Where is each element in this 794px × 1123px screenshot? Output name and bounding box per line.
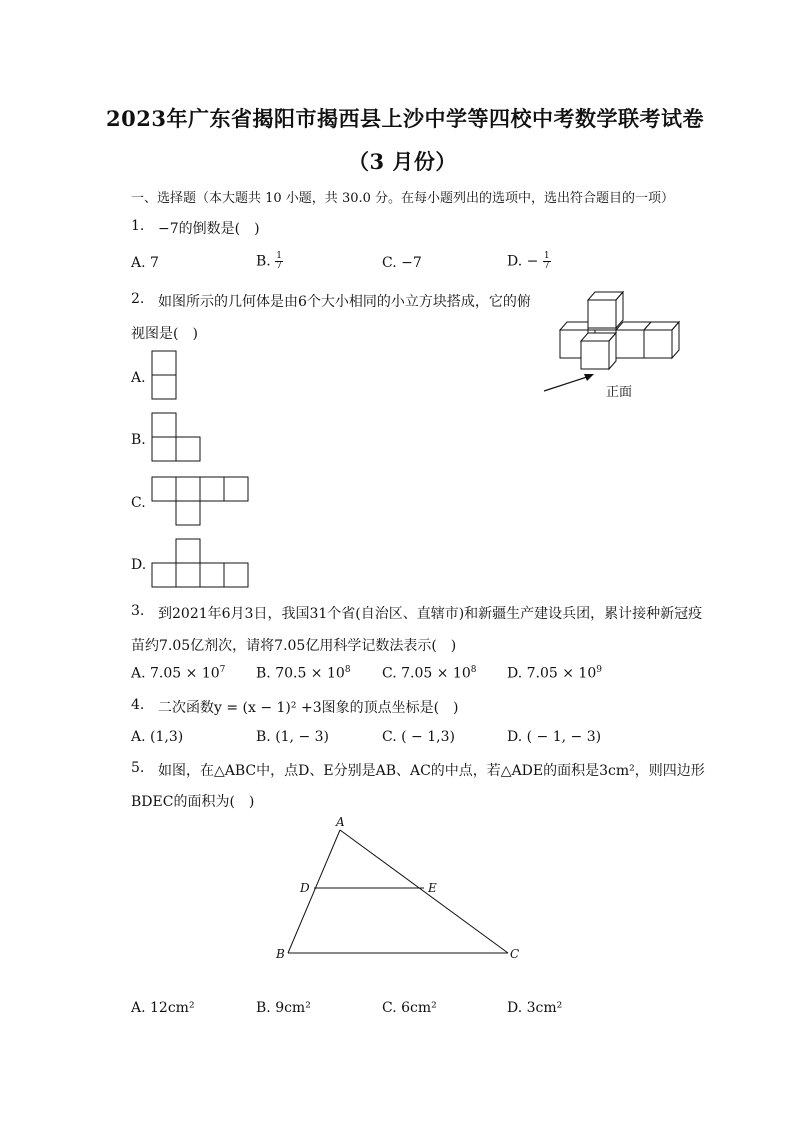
question-number: 4. (131, 697, 145, 713)
option-c[interactable]: C. −7 (382, 255, 422, 271)
question-number: 2. (131, 291, 145, 307)
option-c-figure[interactable] (151, 476, 251, 526)
option-c[interactable]: C. ( − 1,3) (382, 729, 455, 745)
question-text-line2: BDEC的面积为( ) (131, 794, 255, 810)
question-text-line2: 苗约7.05亿剂次，请将7.05亿用科学记数法表示( ) (131, 638, 457, 654)
point-label-d: D (300, 881, 310, 895)
option-text: C. 7.05 × 10 (382, 665, 471, 682)
option-c[interactable]: C. 6cm² (382, 1000, 437, 1016)
question-number: 5. (131, 760, 145, 776)
option-a[interactable]: A. 12cm² (131, 1000, 195, 1016)
cube-front-face (588, 300, 616, 328)
vertex-label-c: C (510, 947, 520, 961)
cube-front-face (581, 341, 609, 369)
cube-front-face (616, 330, 644, 358)
option-text: B. 70.5 × 10 (256, 665, 345, 682)
question-text: 二次函数y = (x − 1)² +3图象的顶点坐标是( ) (158, 700, 459, 716)
exponent: 8 (470, 665, 477, 675)
exponent: 8 (344, 665, 351, 675)
option-d[interactable] (507, 252, 551, 271)
question-text-line1: 到2021年6月3日，我国31个省(自治区、直辖市)和新疆生产建设兵团，累计接种新冠疫 (158, 606, 703, 622)
fraction (275, 252, 283, 271)
denominator: 7 (543, 261, 550, 271)
question-number: 3. (131, 603, 145, 619)
question-text-line1: 如图，在△ABC中，点D、E分别是AB、AC的中点，若△ADE的面积是3cm²，则四边形 (158, 763, 705, 779)
denominator: 7 (276, 261, 282, 271)
view-arrow (544, 376, 590, 391)
point-label-e: E (428, 881, 437, 895)
option-c-label[interactable]: C. (131, 495, 146, 511)
exponent: 9 (596, 665, 602, 675)
exam-subtitle: （3 月份） (348, 149, 457, 174)
section-header: 一、选择题（本大题共 10 小题，共 30.0 分。在每小题列出的选项中，选出符合题目的一项） (131, 191, 675, 206)
numerator: 1 (276, 251, 282, 261)
question-text: −7的倒数是( ) (158, 221, 260, 237)
question-text-line1: 如图所示的几何体是由6个大小相同的小立方块搭成，它的俯 (158, 294, 531, 310)
exponent: 7 (219, 665, 226, 675)
side-ac (340, 830, 508, 953)
option-a[interactable]: A. (1,3) (131, 729, 184, 745)
cube-front-face (644, 330, 672, 358)
option-d[interactable]: D. 3cm² (507, 1000, 563, 1016)
option-b[interactable] (256, 665, 351, 682)
fraction (543, 252, 551, 271)
option-a-label[interactable]: A. (131, 370, 146, 386)
exam-title: 2023年广东省揭阳市揭西县上沙中学等四校中考数学联考试卷 (106, 106, 704, 131)
vertex-label-a: A (336, 815, 345, 829)
numerator: 1 (543, 251, 550, 261)
option-b[interactable]: B. 9cm² (256, 1000, 311, 1016)
option-d[interactable] (507, 665, 602, 682)
option-b[interactable]: B. (1, − 3) (256, 729, 330, 745)
option-a-figure[interactable] (151, 350, 179, 400)
arrow-head (584, 374, 594, 381)
option-text: A. 7.05 × 10 (131, 665, 220, 682)
option-b-figure[interactable] (151, 412, 203, 462)
question-number: 1. (131, 218, 145, 234)
option-text: D. 7.05 × 10 (507, 665, 597, 682)
side-ab (288, 830, 340, 953)
question-text-line2: 视图是( ) (131, 326, 198, 342)
option-label: B. (256, 253, 271, 270)
option-d-label[interactable]: D. (131, 557, 147, 573)
front-view-label: 正面 (606, 385, 633, 400)
vertex-label-b: B (276, 947, 285, 961)
option-a[interactable]: A. 7 (131, 255, 159, 271)
option-b-label[interactable]: B. (131, 432, 146, 448)
option-d[interactable]: D. ( − 1, − 3) (507, 729, 602, 745)
option-label: D. − (507, 253, 539, 270)
option-a[interactable] (131, 665, 225, 682)
triangle-figure (270, 812, 530, 962)
option-d-figure[interactable] (151, 538, 251, 588)
option-c[interactable] (382, 665, 476, 682)
cube-top-face (588, 328, 616, 330)
option-b[interactable] (256, 252, 283, 271)
